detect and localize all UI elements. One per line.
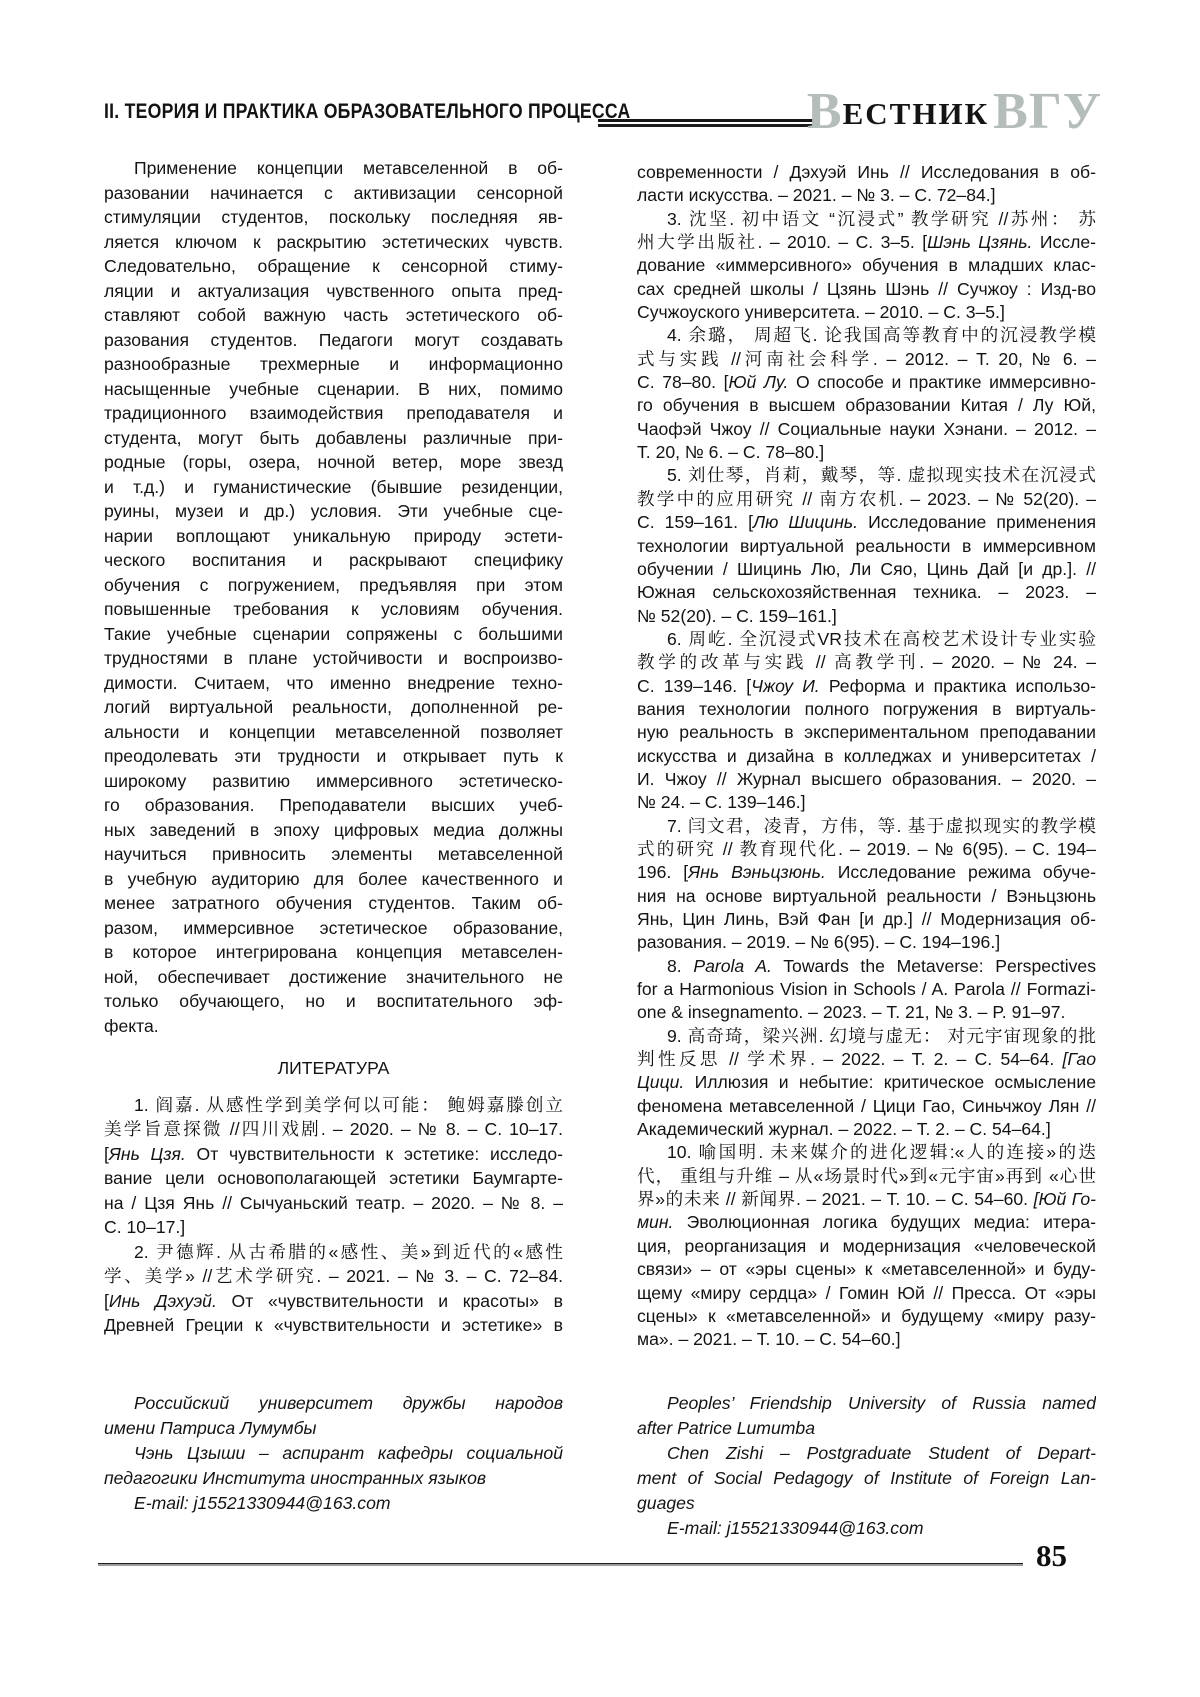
paragraph (637, 815, 1096, 955)
text-line: 代， 重组与升维 – 从«场景时代»到«元宇宙»再到 «心世 (637, 1165, 1096, 1186)
paragraph (104, 1491, 563, 1516)
journal-logo-name: ЕСТНИК (842, 96, 990, 131)
text-line: № 24. – С. 139–146.] (637, 792, 806, 813)
text-line: С. 159–161. [Лю Шицинь. Исследование применения (637, 512, 1096, 533)
text-line: С. 139–146. [Чжоу И. Реформа и практика использо- (637, 675, 1096, 696)
header-double-rule (598, 119, 820, 127)
text-line: димости. Считаем, что именно внедрение техно- (104, 672, 563, 693)
text-line: руины, музеи и др.) условия. Эти учебные сце- (104, 501, 563, 521)
text-line: E-mail: j15521330944@163.com (667, 1518, 924, 1538)
text-line: 2. 尹德辉. 从古希腊的«感性、美»到近代的«感性 (134, 1241, 563, 1262)
text-line: [Янь Цзя. От чувствительности к эстетике: исследо- (104, 1143, 563, 1164)
text-line: Следовательно, обращение к сенсорной стиму- (104, 256, 563, 276)
text-line: 9. 高奇琦，梁兴洲. 幻境与虚无： 对元宇宙现象的批 (667, 1025, 1096, 1046)
text-line: Южная сельскохозяйственная техника. – 2023. – (637, 582, 1096, 603)
paragraph (637, 324, 1096, 464)
paragraph (104, 156, 563, 1038)
text-line: 教学中的应用研究 // 南方农机. – 2023. – № 52(20). – (637, 488, 1096, 509)
text-line: ставляют собой важную часть эстетического об- (104, 305, 563, 325)
text-line: Древней Греции к «чувствительности и эстетике» в (104, 1315, 563, 1335)
text-line: Сучжоуского университета. – 2010. – С. 3–5.] (637, 302, 1005, 323)
paragraph (637, 161, 1096, 208)
text-line: педагогики Института иностранных языков (104, 1468, 487, 1488)
text-line: разом, иммерсивное эстетическое образование, (104, 917, 563, 938)
text-line: разнообразные трехмерные и информационно (104, 354, 563, 374)
text-line: ляции и актуализация чувственного опыта пред- (104, 280, 563, 301)
text-line: С. 10–17.] (104, 1217, 186, 1237)
text-line: 8. Parola A. Towards the Metaverse: Perspectives (667, 955, 1096, 976)
journal-logo (806, 83, 1102, 140)
paragraph (637, 955, 1096, 1025)
text-line: 6. 周屹. 全沉浸式VR技术在高校艺术设计专业实验 (667, 628, 1096, 649)
text-line: обучения с погружением, предъявляя при этом (104, 574, 563, 595)
text-line: щему «миру сердца» / Гомин Юй // Пресса. От «эры (637, 1282, 1096, 1303)
section-title: II. ТЕОРИЯ И ПРАКТИКА ОБРАЗОВАТЕЛЬНОГО ПРОЦЕССА (104, 100, 631, 123)
affiliation-block-russian (104, 1391, 563, 1516)
affiliation-block-english (637, 1391, 1096, 1541)
text-line: преодолевать эти трудности и открывает путь к (104, 746, 563, 766)
text-line: ную реальность в экспериментальном преподавании (637, 722, 1096, 743)
text-line: Российский университет дружбы народов (134, 1393, 563, 1413)
text-line: Т. 20, № 6. – С. 78–80.] (637, 442, 825, 463)
text-line: менее затратного обучения студентов. Таким об- (104, 893, 563, 913)
paragraph (104, 1240, 563, 1338)
paragraph (637, 628, 1096, 815)
section-heading (104, 1056, 563, 1081)
text-line: 美学旨意探微 //四川戏剧. – 2020. – № 8. – С. 10–17. (104, 1119, 563, 1139)
text-line: логий виртуальной реальности, дополненной ре- (104, 697, 563, 717)
paragraph (637, 1391, 1096, 1441)
journal-logo-initial: В (806, 83, 843, 140)
text-line: 式与实践 //河南社会科学. – 2012. – Т. 20, № 6. – (637, 348, 1096, 369)
paragraph (637, 208, 1096, 325)
text-line: Peoples’ Friendship University of Russia named (667, 1393, 1096, 1413)
text-line: разования студентов. Педагоги могут создавать (104, 329, 563, 350)
text-line: 州大学出版社. – 2010. – С. 3–5. [Шэнь Цзянь. Иссле- (637, 232, 1096, 253)
text-line: Цици. Иллюзия и небытие: критическое осмысление (637, 1072, 1096, 1093)
text-line: ной, обеспечивает достижение значительного не (104, 966, 563, 987)
text-line: С. 78–80. [Юй Лу. О способе и практике иммерсивно- (637, 372, 1096, 393)
text-line: ция, реорганизация и модернизация «человеческой (637, 1235, 1096, 1256)
text-line: 7. 闫文君，凌青，方伟，等. 基于虚拟现实的教学模 (667, 815, 1096, 836)
text-line: и т.д.) и гуманистические (бывшие резиденции, (104, 476, 563, 497)
text-line: родные (горы, озера, ночной ветер, море звезд (104, 452, 563, 472)
text-line: 5. 刘仕琴，肖莉，戴琴，等. 虚拟现实技术在沉浸式 (667, 465, 1096, 486)
text-line: Такие учебные сценарии сопряжены с большими (104, 623, 563, 644)
paragraph (637, 1025, 1096, 1142)
footer-rule (98, 1563, 1023, 1566)
text-line: 10. 喻国明. 未来媒介的进化逻辑:«人的连接»的迭 (667, 1142, 1096, 1163)
text-columns (104, 156, 1096, 1352)
text-line: ment of Social Pedagogy of Institute of Foreign Lan- (637, 1468, 1096, 1488)
text-line: трудностями в плане устойчивости и воспроизво- (104, 648, 563, 668)
text-line: разовании начинается с активизации сенсорной (104, 182, 563, 203)
text-line: нарии воплощают уникальную природу эстети- (104, 525, 563, 546)
text-line: Янь, Цин Линь, Вэй Фан [и др.] // Модернизация об- (637, 909, 1096, 929)
text-line: И. Чжоу // Журнал высшего образования. – 2020. – (637, 768, 1096, 789)
text-line: сцены» к «метавселенной» и будущему «миру разу- (637, 1305, 1096, 1326)
text-line: ных заведений в эпоху цифровых медиа должны (104, 819, 563, 840)
paragraph (104, 1391, 563, 1441)
text-line: Чэнь Цзыши – аспирант кафедры социальной (134, 1443, 563, 1463)
text-line: повышенные требования к условиям обучения. (104, 599, 563, 619)
text-line: 3. 沈坚. 初中语文 “沉浸式” 教学研究 //苏州： 苏 (667, 208, 1096, 229)
text-line: Применение концепции метавселенной в об- (134, 158, 563, 178)
text-line: вание цели основополагающей эстетики Баумгарте- (104, 1168, 563, 1188)
text-line: ния на основе виртуальной реальности / Вэньцзюнь (637, 885, 1096, 906)
text-line: современности / Дэхуэй Инь // Исследования в об- (637, 162, 1096, 182)
text-line: насыщенные учебные сценарии. В них, помимо (104, 378, 563, 399)
text-line: 196. [Янь Вэньцзюнь. Исследование режима обуче- (637, 862, 1096, 883)
text-line: guages (637, 1493, 695, 1513)
text-line: студента, могут быть добавлены различные при- (104, 427, 563, 448)
text-line: на / Цзя Янь // Сычуаньский театр. – 2020. – № 8. – (104, 1192, 563, 1213)
text-line: 式的研究 // 教育现代化. – 2019. – № 6(95). – С. 194– (637, 838, 1096, 859)
text-line: разования. – 2019. – № 6(95). – С. 194–196.] (637, 932, 1001, 953)
text-column-right (637, 161, 1096, 1352)
text-line: [Инь Дэхуэй. От «чувствительности и красоты» в (104, 1290, 563, 1311)
text-line: ческого воспитания и раскрывают специфику (104, 550, 563, 570)
text-line: 界»的未来 // 新闻界. – 2021. – Т. 10. – С. 54–60. [Юй Го- (637, 1189, 1096, 1210)
text-line: фекта. (104, 1015, 159, 1036)
text-line: ма». – 2021. – Т. 10. – С. 54–60.] (637, 1329, 901, 1350)
text-line: только обучающего, но и воспитательного эф- (104, 991, 563, 1011)
text-line: в которое интегрирована концепция метавселен- (104, 942, 563, 962)
text-line: альности и концепции метавселенной позволяет (104, 721, 563, 742)
text-line: ласти искусства. – 2021. – № 3. – С. 72–84.] (637, 185, 996, 206)
text-line: 学、美学» //艺术学研究. – 2021. – № 3. – С. 72–84. (104, 1266, 563, 1286)
text-line: в учебную аудиторию для более качественного и (104, 868, 563, 889)
paragraph (637, 1141, 1096, 1351)
text-line: Академический журнал. – 2022. – Т. 2. – С. 54–64.] (637, 1119, 1051, 1140)
text-line: феномена метавселенной / Цици Гао, Синьчжоу Лян // (637, 1095, 1096, 1116)
text-line: 1. 阎嘉. 从感性学到美学何以可能： 鲍姆嘉滕创立 (134, 1094, 563, 1115)
page-number: 85 (1036, 1538, 1067, 1573)
text-line: научиться привносить элементы метавселенной (104, 844, 563, 864)
text-line: сах средней школы / Цзянь Шэнь // Сучжоу : Изд-во (637, 278, 1096, 299)
journal-logo-abbr: ВГУ (993, 83, 1102, 140)
text-line: 4. 余璐， 周超飞. 论我国高等教育中的沉浸教学模 (667, 325, 1096, 346)
text-line: технологии виртуальной реальности в иммерсивном (637, 535, 1096, 556)
text-line: мин. Эволюционная логика будущих медиа: итера- (637, 1212, 1096, 1233)
text-line: обучении / Шицинь Лю, Ли Сяо, Цинь Дай [и др.]. // (637, 558, 1096, 579)
text-line: го образования. Преподаватели высших учеб- (104, 795, 563, 815)
text-line: E-mail: j15521330944@163.com (134, 1493, 391, 1513)
paragraph (104, 1093, 563, 1240)
text-line: ляется ключом к раскрытию эстетических чувств. (104, 231, 563, 252)
paragraph (104, 1441, 563, 1491)
text-line: 教学的改革与实践 // 高教学刊. – 2020. – № 24. – (637, 652, 1096, 673)
paragraph (637, 1441, 1096, 1516)
text-line: имени Патриса Лумумбы (104, 1418, 317, 1438)
text-line: связи» – от «эры сцены» к «метавселенной» и буду- (637, 1259, 1096, 1280)
text-line: after Patrice Lumumba (637, 1418, 815, 1438)
text-line: № 52(20). – С. 159–161.] (637, 605, 837, 626)
text-line: 判性反思 // 学术界. – 2022. – Т. 2. – С. 54–64. [Гао (637, 1049, 1096, 1070)
text-line: дование «иммерсивного» обучения в младших клас- (637, 255, 1096, 276)
text-line: one & insegnamento. – 2023. – Т. 21, № 3. – P. 91–97. (637, 1002, 1066, 1023)
text-line: искусства и дизайна в колледжах и университетах / (637, 745, 1096, 766)
text-line: широкому развитию иммерсивного эстетическо- (104, 770, 563, 791)
text-line: Чаофэй Чжоу // Социальные науки Хэнани. – 2012. – (637, 418, 1096, 439)
text-line: го обучения в высшем образовании Китая / Лу Юй, (637, 395, 1096, 416)
text-line: традиционного взаимодействия преподавателя и (104, 403, 563, 423)
text-line: Chen Zishi – Postgraduate Student of Depart- (667, 1443, 1096, 1463)
text-line: вания технологии полного погружения в виртуаль- (637, 698, 1096, 719)
paragraph (637, 464, 1096, 627)
text-column-left (104, 156, 563, 1352)
paragraph (637, 1516, 1096, 1541)
text-line: ЛИТЕРАТУРА (277, 1058, 390, 1078)
text-line: стимуляции студентов, поскольку последняя яв- (104, 207, 563, 227)
text-line: for a Harmonious Vision in Schools / A. Parola // Formazi- (637, 979, 1096, 1000)
